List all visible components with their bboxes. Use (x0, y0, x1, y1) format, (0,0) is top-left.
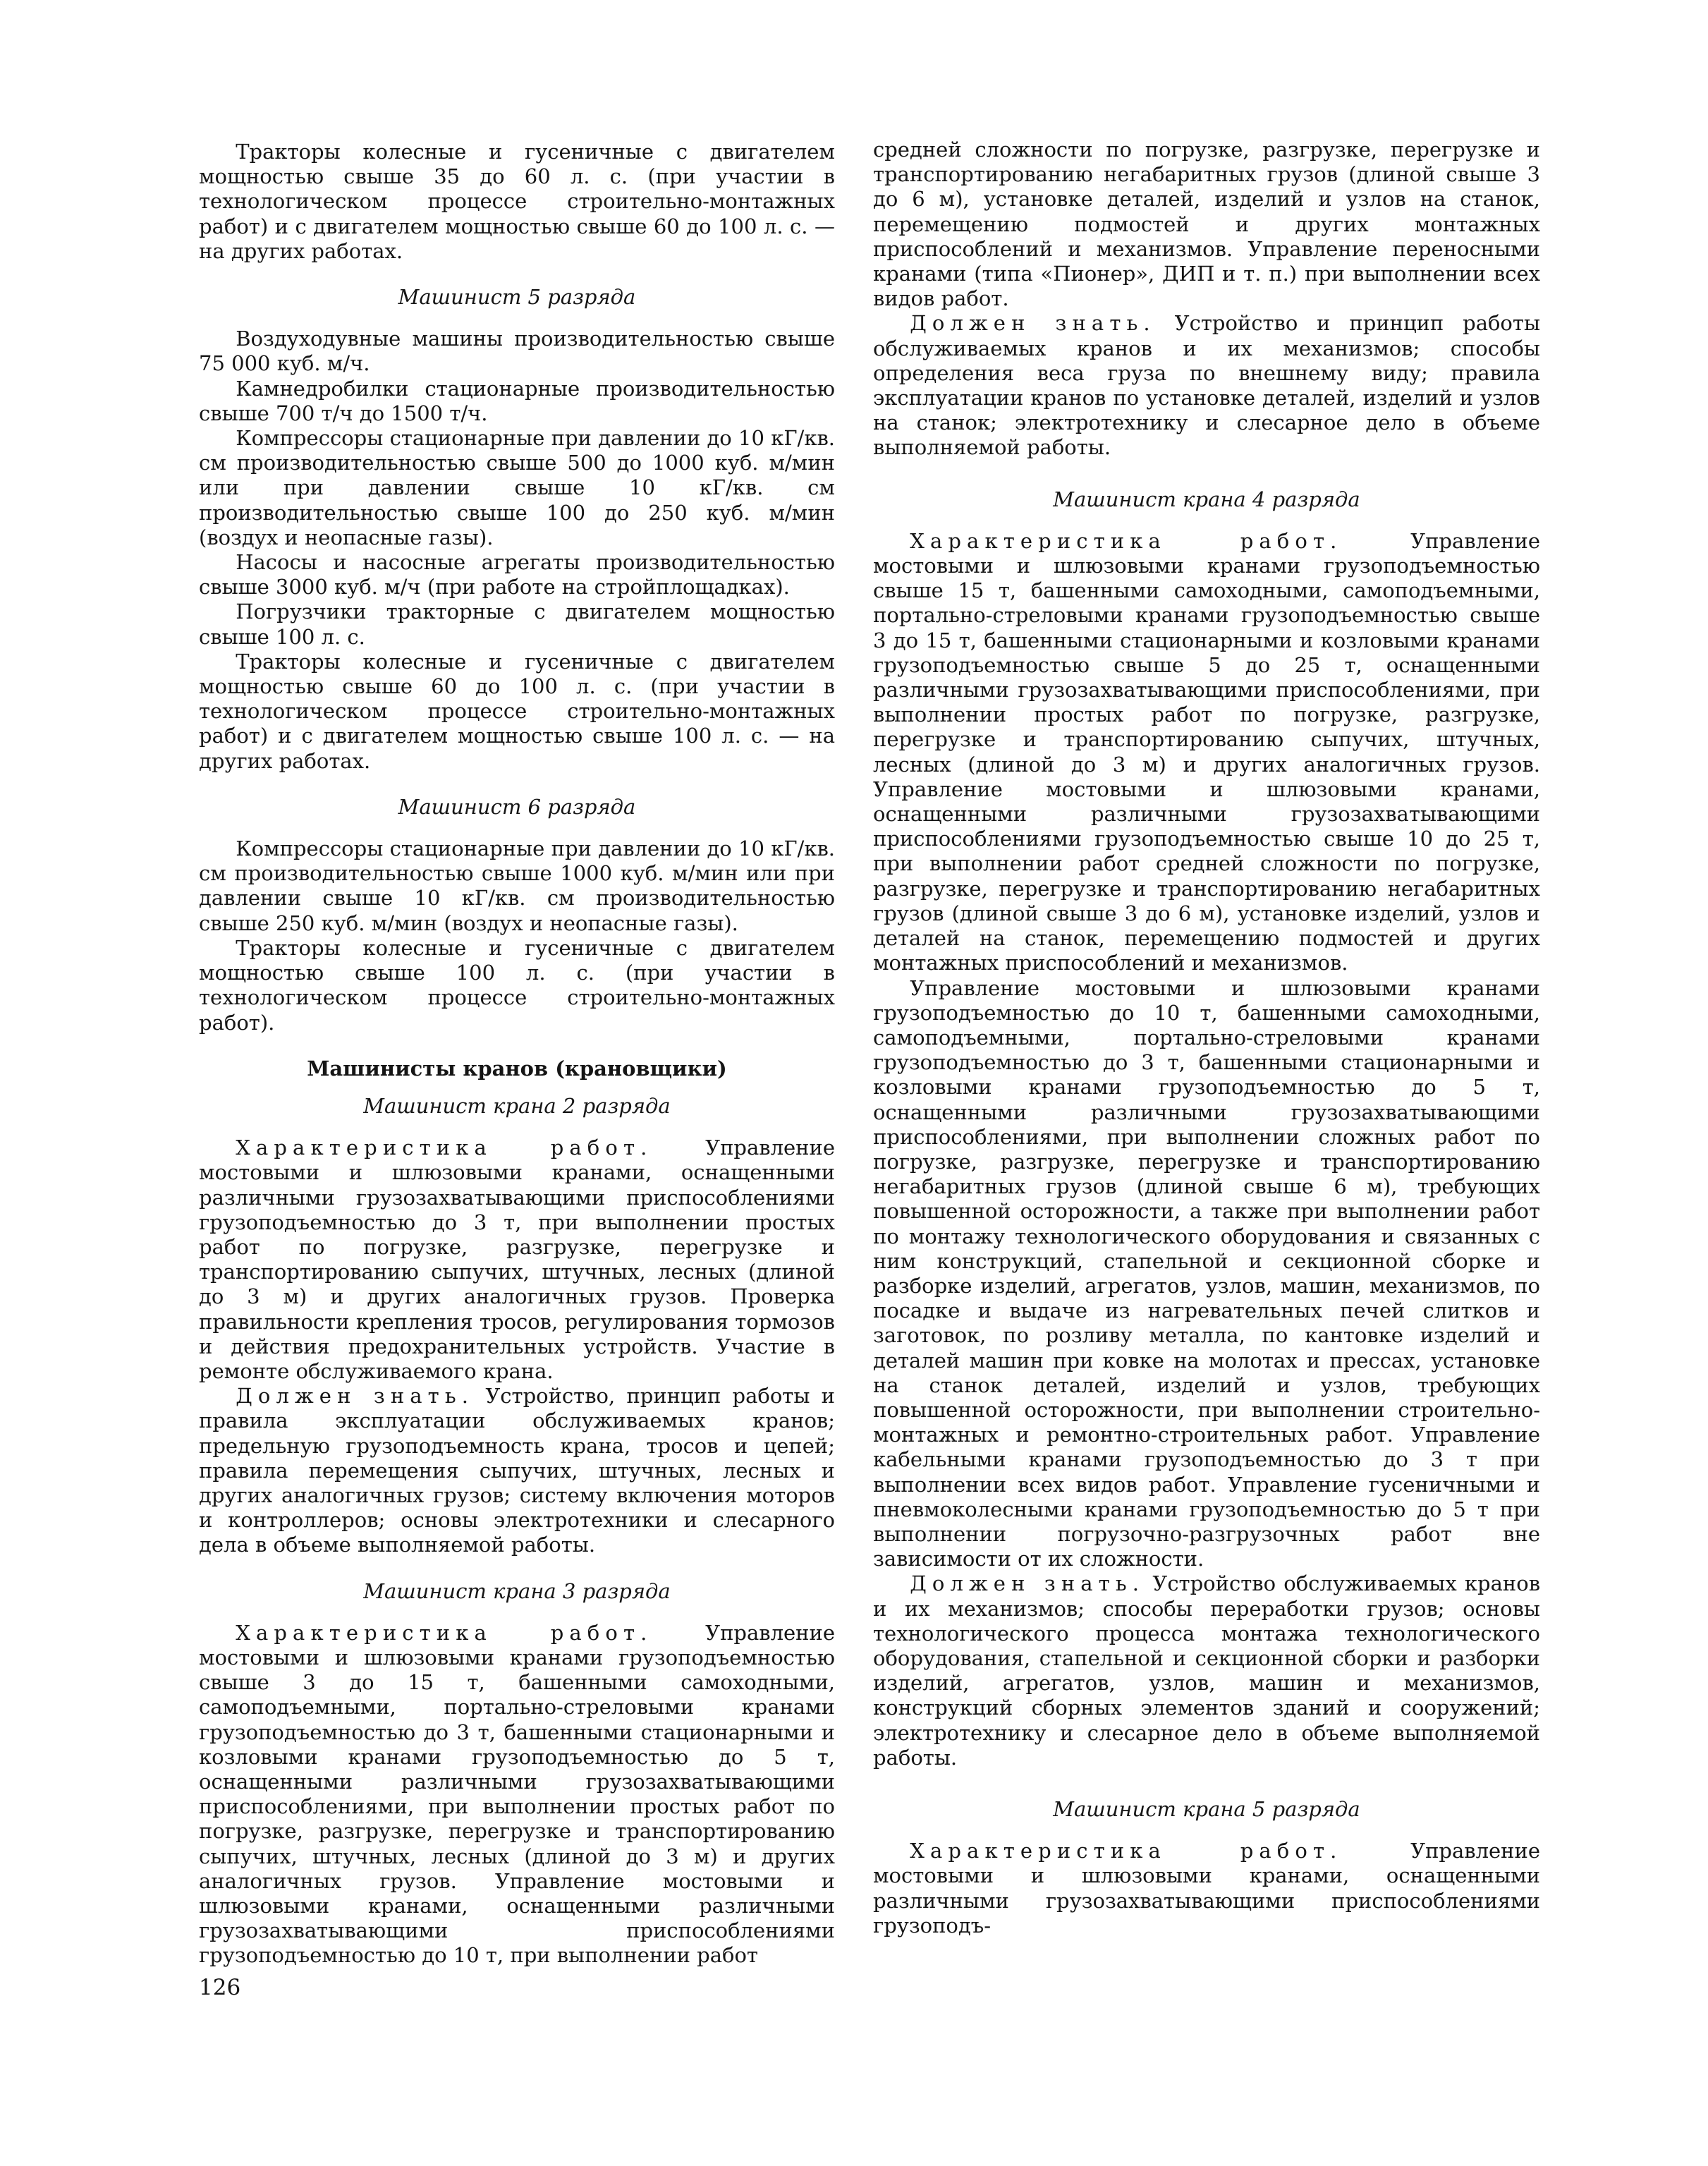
paragraph: Характеристика работ. Управление мостовыми и шлюзовыми кранами, оснащенными различными грузозахватывающими приспособлениями грузоподъ- (873, 1839, 1540, 1937)
page-number: 126 (199, 1975, 241, 2000)
heading-machinist-5: Машинист 5 разряда (398, 285, 636, 310)
paragraph: Тракторы колесные и гусеничные с двигателем мощностью свыше 60 до 100 л. с. (при участии в технологическом процессе строительно-монтажных работ) и с двигателем мощностью свыше 100 л. с. — на других работах. (199, 649, 835, 773)
label-work-description: Характеристика работ. (910, 1839, 1343, 1863)
paragraph: средней сложности по погрузке, разгрузке, перегрузке и транспортированию негабаритных грузов (длиной свыше 3 до 6 м), установке деталей, изделий и узлов на станок, перемещению подмостей и других монтажных приспособлений и механизмов. Управление переносными кранами (типа «Пионер», ДИП и т. п.) при выполнении всех видов работ. (873, 138, 1540, 311)
heading-crane-5: Машинист крана 5 разряда (1053, 1797, 1360, 1821)
paragraph: Насосы и насосные агрегаты производительностью свыше 3000 куб. м/ч (при работе на стройплощадках). (199, 550, 835, 600)
paragraph: Тракторы колесные и гусеничные с двигателем мощностью свыше 100 л. с. (при участии в технологическом процессе строительно-монтажных работ). (199, 935, 835, 1035)
paragraph: Должен знать. Устройство, принцип работы и правила эксплуатации обслуживаемых кранов; предельную грузоподъемность крана, тросов и цепей; правила перемещения сыпучих, штучных, лесных и других аналогичных грузов; систему включения моторов и контроллеров; основы электротехники и слесарного дела в объеме выполняемой работы. (199, 1384, 835, 1557)
label-work-description: Характеристика работ. (910, 528, 1343, 553)
heading-machinist-6: Машинист 6 разряда (398, 794, 636, 819)
paragraph: Камнедробилки стационарные производительностью свыше 700 т/ч до 1500 т/ч. (199, 376, 835, 425)
paragraph: Управление мостовыми и шлюзовыми кранами грузоподъемностью до 10 т, башенными самоходными, самоподъемными, портально-стреловыми кранами грузоподъемностью до 3 т, башенными стационарными и козловыми кранами грузоподъемностью до 5 т, оснащенными различными грузозахватывающими приспособлениями, при выполнении сложных работ по погрузке, разгрузке, перегрузке и транспортированию негабаритных грузов (длиной свыше 6 м), требующих повышенной осторожности, а также при выполнении работ по монтажу технологического оборудования и связанных с ним конструкций, стапельной и секционной сборке и разборке изделий, агрегатов, узлов, машин, механизмов, по посадке и выдаче из нагревательных печей слитков и заготовок, по розливу металла, по кантовке изделий и деталей машин при ковке на молотах и прессах, установке на станок деталей, изделий и узлов, требующих повышенной осторожности, при выполнении строительно-монтажных и ремонтно-строительных работ. Управление кабельными кранами грузоподъемностью до 3 т при выполнении всех видов работ. Управление гусеничными и пневмоколесными кранами грузоподъемностью до 5 т при выполнении погрузочно-разгрузочных работ вне зависимости от их сложности. (873, 975, 1540, 1571)
label-work-description: Характеристика работ. (236, 1136, 653, 1160)
section-title-crane-operators: Машинисты кранов (крановщики) (307, 1056, 727, 1081)
heading-crane-3: Машинист крана 3 разряда (363, 1578, 671, 1603)
paragraph: Тракторы колесные и гусеничные с двигателем мощностью свыше 35 до 60 л. с. (при участии в технологическом процессе строительно-монтажных работ) и с двигателем мощностью свыше 60 до 100 л. с. — на других работах. (199, 140, 835, 263)
paragraph: Компрессоры стационарные при давлении до 10 кГ/кв. см производительностью свыше 1000 куб. м/мин или при давлении свыше 10 кГ/кв. см производительностью свыше 250 куб. м/мин (воздух и неопасные газы). (199, 836, 835, 935)
label-work-description: Характеристика работ. (236, 1620, 653, 1645)
paragraph: Характеристика работ. Управление мостовыми и шлюзовыми кранами, оснащенными различными грузозахватывающими приспособлениями грузоподъемностью до 3 т, при выполнении простых работ по погрузке, разгрузке, перегрузке и транспортированию сыпучих, штучных, лесных (длиной до 3 м) и других аналогичных грузов. Проверка правильности крепления тросов, регулирования тормозов и действия предохранительных устройств. Участие в ремонте обслуживаемого крана. (199, 1136, 835, 1383)
paragraph: Воздуходувные машины производительностью свыше 75 000 куб. м/ч. (199, 327, 835, 376)
label-must-know: Должен знать. (910, 1571, 1145, 1596)
paragraph: Должен знать. Устройство и принцип работы обслуживаемых кранов и их механизмов; способы определения веса груза по внешнему виду; правила эксплуатации кранов по установке деталей, изделий и узлов на станок; электротехнику и слесарное дело в объеме выполняемой работы. (873, 311, 1541, 460)
label-must-know: Должен знать. (910, 311, 1156, 336)
paragraph: Погрузчики тракторные с двигателем мощностью свыше 100 л. с. (199, 600, 835, 649)
label-must-know: Должен знать. (236, 1384, 475, 1408)
paragraph: Компрессоры стационарные при давлении до 10 кГ/кв. см производительностью свыше 500 до 1000 куб. м/мин или при давлении свыше 10 кГ/кв. см производительностью свыше 100 до 250 куб. м/мин (воздух и неопасные газы). (199, 426, 835, 549)
heading-crane-4: Машинист крана 4 разряда (1053, 487, 1360, 511)
left-column (199, 140, 835, 1969)
right-column (873, 138, 1540, 1938)
heading-crane-2: Машинист крана 2 разряда (363, 1093, 671, 1118)
paragraph: Характеристика работ. Управление мостовыми и шлюзовыми кранами грузоподъемностью свыше 3 до 15 т, башенными самоходными, самоподъемными, портально-стреловыми кранами грузоподъемностью до 3 т, башенными стационарными и козловыми кранами грузоподъемностью до 5 т, оснащенными различными грузозахватывающими приспособлениями, при выполнении простых работ по погрузке, разгрузке, перегрузке и транспортированию сыпучих, штучных, лесных (длиной до 3 м) и других аналогичных грузов. Управление мостовыми и шлюзовыми кранами, оснащенными различными грузозахватывающими приспособлениями грузоподъемностью до 10 т, при выполнении работ (199, 1620, 835, 1968)
paragraph: Должен знать. Устройство обслуживаемых кранов и их механизмов; способы переработки грузов; основы технологического процесса монтажа технологического оборудования, стапельной и секционной сборки и разборки изделий, агрегатов, узлов, машин и механизмов, конструкций сборных элементов зданий и сооружений; электротехнику и слесарное дело в объеме выполняемой работы. (873, 1571, 1541, 1770)
paragraph: Характеристика работ. Управление мостовыми и шлюзовыми кранами грузоподъемностью свыше 15 т, башенными самоходными, самоподъемными, портально-стреловыми кранами грузоподъемностью свыше 3 до 15 т, башенными стационарными и козловыми кранами грузоподъемностью свыше 5 до 25 т, оснащенными различными грузозахватывающими приспособлениями, при выполнении простых работ по погрузке, разгрузке, перегрузке и транспортированию сыпучих, штучных, лесных (длиной до 3 м) и других аналогичных грузов. Управление мостовыми и шлюзовыми кранами, оснащенными различными грузозахватывающими приспособлениями грузоподъемностью свыше 10 до 25 т, при выполнении работ средней сложности по погрузке, разгрузке, перегрузке и транспортированию негабаритных грузов (длиной свыше 3 до 6 м), установке изделий, узлов и деталей на станок, перемещению подмостей и других монтажных приспособлений и механизмов. (873, 528, 1540, 975)
